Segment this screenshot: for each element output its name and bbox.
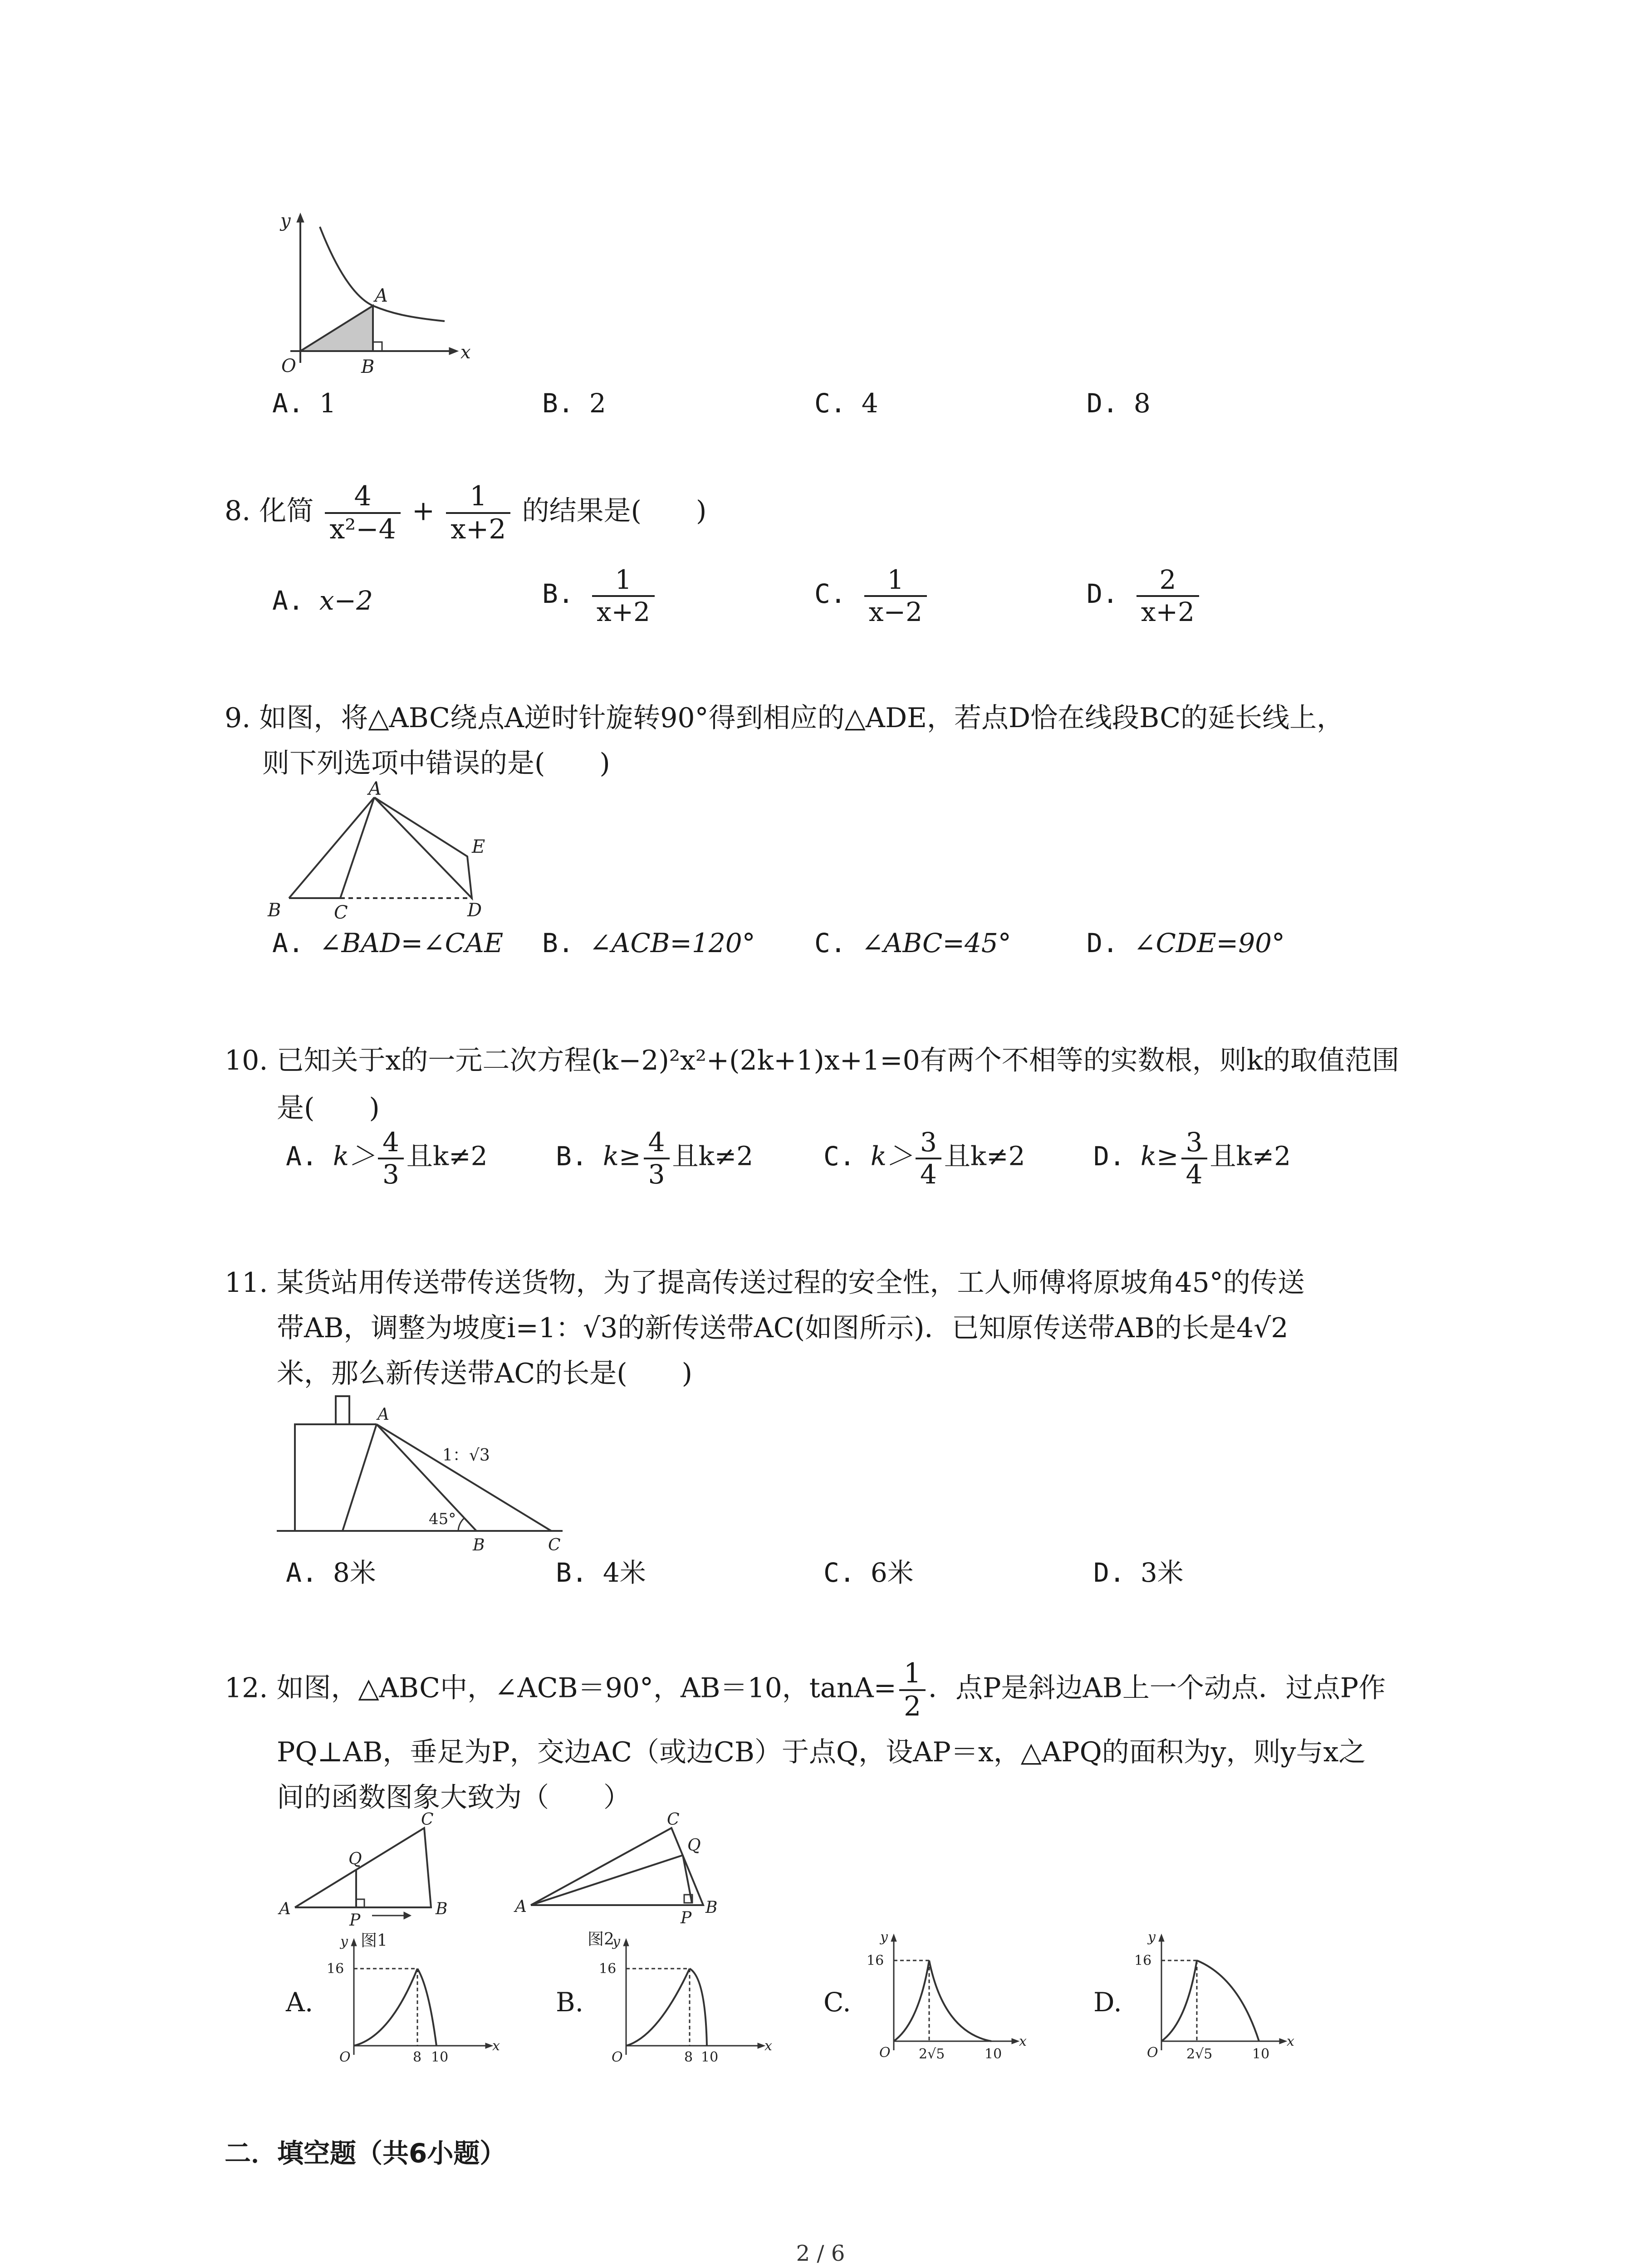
- svg-text:C: C: [421, 1810, 434, 1829]
- section-2-heading: 二．填空题（共6小题）: [225, 2138, 506, 2169]
- q12-graph-a[interactable]: [327, 1934, 504, 2073]
- svg-text:16: 16: [1134, 1953, 1152, 1969]
- q7-option-c[interactable]: C. 4: [814, 388, 878, 419]
- q7-label-b: B: [361, 357, 375, 377]
- svg-text:C: C: [334, 902, 348, 923]
- svg-text:8: 8: [413, 2049, 422, 2065]
- svg-text:16: 16: [599, 1961, 617, 1977]
- q12-option-c-label[interactable]: C.: [823, 1987, 851, 2018]
- q7-y-arrow: [297, 213, 304, 222]
- svg-text:45°: 45°: [429, 1510, 456, 1528]
- q12-graph-d[interactable]: [1134, 1929, 1311, 2073]
- q12-graph-c[interactable]: [867, 1929, 1043, 2073]
- q8-fraction-2: $\frac{1}{x+2}$: [446, 481, 510, 545]
- q9-option-d[interactable]: D. ∠CDE=90°: [1087, 928, 1285, 958]
- svg-text:B: B: [705, 1898, 718, 1917]
- q10-option-a[interactable]: A. k＞ $\frac{4}{3}$ 且k≠2: [286, 1127, 488, 1190]
- q12-figure-2: [513, 1810, 730, 1953]
- q9-option-a[interactable]: A. ∠BAD=∠CAE: [272, 928, 504, 958]
- q9-option-b[interactable]: B. ∠ACB=120°: [542, 928, 755, 958]
- q9-stem-line1: 9. 如图，将△ABC绕点A逆时针旋转90°得到相应的△ADE，若点D恰在线段BC的延长线上，: [225, 702, 1344, 734]
- svg-text:Q: Q: [348, 1850, 362, 1868]
- q7-option-a[interactable]: A. 1: [272, 388, 336, 419]
- svg-text:B: B: [268, 900, 281, 921]
- svg-text:A: A: [279, 1900, 291, 1918]
- page-number: 2 / 6: [796, 2241, 845, 2266]
- svg-text:A: A: [377, 1405, 389, 1424]
- q8-fraction-1: $\frac{4}{\text{x²−4}}$: [325, 481, 400, 545]
- svg-text:B: B: [436, 1900, 448, 1918]
- q11-stem-line3: 米，那么新传送带AC的长是( ): [277, 1358, 693, 1389]
- svg-text:x: x: [1287, 2033, 1294, 2049]
- q10-stem-line2: 是( ): [277, 1092, 380, 1124]
- svg-text:图2: 图2: [588, 1930, 614, 1949]
- svg-text:B: B: [473, 1536, 485, 1554]
- q11-option-c[interactable]: C. 6米: [823, 1557, 914, 1588]
- svg-text:O: O: [612, 2049, 623, 2065]
- q12-option-a-label[interactable]: A.: [286, 1987, 314, 2018]
- svg-text:16: 16: [327, 1961, 344, 1977]
- q7-hyperbola: [320, 227, 445, 321]
- q8-option-b[interactable]: B. $\frac{1}{x+2}$: [542, 565, 657, 627]
- q7-label-a: A: [375, 285, 388, 306]
- q11-option-a[interactable]: A. 8米: [286, 1557, 376, 1588]
- svg-text:O: O: [1147, 2045, 1158, 2061]
- svg-text:10: 10: [701, 2049, 719, 2065]
- q7-right-angle: [373, 342, 382, 351]
- q11-stem-line2: 带AB，调整为坡度i=1：√3的新传送带AC(如图所示)．已知原传送带AB的长是4√2: [277, 1312, 1288, 1344]
- svg-text:10: 10: [431, 2049, 449, 2065]
- svg-text:16: 16: [867, 1953, 884, 1969]
- svg-text:P: P: [349, 1911, 361, 1930]
- q7-option-b[interactable]: B. 2: [542, 388, 606, 419]
- q7-x-arrow: [449, 347, 458, 355]
- svg-text:图1: 图1: [361, 1931, 387, 1950]
- svg-text:1：√3: 1：√3: [442, 1446, 490, 1465]
- q7-label-x: x: [460, 342, 471, 363]
- svg-text:C: C: [667, 1810, 680, 1829]
- svg-text:A: A: [368, 778, 382, 799]
- q9-option-c[interactable]: C. ∠ABC=45°: [814, 928, 1011, 958]
- q8-option-a[interactable]: A. x−2: [272, 585, 373, 616]
- svg-text:O: O: [339, 2049, 351, 2065]
- svg-text:8: 8: [684, 2049, 693, 2065]
- svg-text:y: y: [1148, 1929, 1156, 1945]
- svg-text:x: x: [1019, 2033, 1027, 2049]
- q10-option-d[interactable]: D. k≥ $\frac{3}{4}$ 且k≠2: [1093, 1127, 1291, 1190]
- q10-option-b[interactable]: B. k≥ $\frac{4}{3}$ 且k≠2: [556, 1127, 754, 1190]
- q12-option-d-label[interactable]: D.: [1093, 1987, 1122, 2018]
- q12-option-b-label[interactable]: B.: [556, 1987, 584, 2018]
- q8-stem: 8. 化简 $\frac{4}{\text{x²−4}}$ + $\frac{1}{x+2}$ 的结果是( ): [225, 480, 707, 545]
- svg-text:A: A: [515, 1897, 527, 1916]
- q10-stem-line1: 10. 已知关于x的一元二次方程(k−2)²x²+(2k+1)x+1=0有两个不相等的实数根，则k的取值范围: [225, 1045, 1400, 1076]
- svg-text:x: x: [492, 2038, 500, 2054]
- q7-label-o: O: [281, 356, 296, 376]
- svg-text:C: C: [548, 1536, 561, 1554]
- q8-option-c[interactable]: C. $\frac{1}{x-2}$: [814, 565, 930, 627]
- q8-option-d[interactable]: D. $\frac{2}{x+2}$: [1087, 565, 1202, 627]
- q7-figure: [263, 209, 471, 381]
- svg-text:10: 10: [985, 2046, 1002, 2062]
- svg-text:y: y: [612, 1934, 620, 1950]
- svg-text:2√5: 2√5: [1186, 2046, 1213, 2062]
- svg-text:x: x: [764, 2038, 772, 2054]
- q12-figure-1: [277, 1810, 490, 1953]
- svg-text:y: y: [880, 1929, 888, 1945]
- svg-text:E: E: [472, 836, 485, 857]
- svg-text:Q: Q: [687, 1836, 701, 1855]
- q11-figure: [277, 1388, 572, 1554]
- q12-stem-line1: 12. 如图，△ABC中，∠ACB＝90°，AB＝10，tanA= $\frac{1}{2}$ ．点P是斜边AB上一个动点．过点P作: [225, 1657, 1386, 1722]
- svg-text:y: y: [340, 1934, 348, 1950]
- q12-stem-line2: PQ⊥AB，垂足为P，交边AC（或边CB）于点Q，设AP＝x，△APQ的面积为y，则y与x之: [277, 1736, 1366, 1768]
- q11-option-d[interactable]: D. 3米: [1093, 1557, 1184, 1588]
- svg-text:P: P: [681, 1909, 692, 1927]
- q9-stem-line2: 则下列选项中错误的是( ): [262, 748, 610, 779]
- q7-option-d[interactable]: D. 8: [1087, 388, 1151, 419]
- svg-text:10: 10: [1252, 2046, 1270, 2062]
- svg-text:2√5: 2√5: [919, 2046, 945, 2062]
- q11-option-b[interactable]: B. 4米: [556, 1557, 646, 1588]
- q12-graph-b[interactable]: [599, 1934, 776, 2073]
- svg-text:D: D: [467, 900, 482, 921]
- q10-option-c[interactable]: C. k＞ $\frac{3}{4}$ 且k≠2: [823, 1127, 1025, 1190]
- q7-shaded-triangle: [300, 306, 373, 351]
- q11-stem-line1: 11. 某货站用传送带传送货物，为了提高传送过程的安全性，工人师傅将原坡角45°的传送: [225, 1267, 1305, 1299]
- svg-text:O: O: [879, 2045, 891, 2061]
- q9-figure: [263, 778, 517, 923]
- q7-label-y: y: [280, 210, 291, 231]
- q12-stem-line3: 间的函数图象大致为（ ）: [277, 1782, 631, 1813]
